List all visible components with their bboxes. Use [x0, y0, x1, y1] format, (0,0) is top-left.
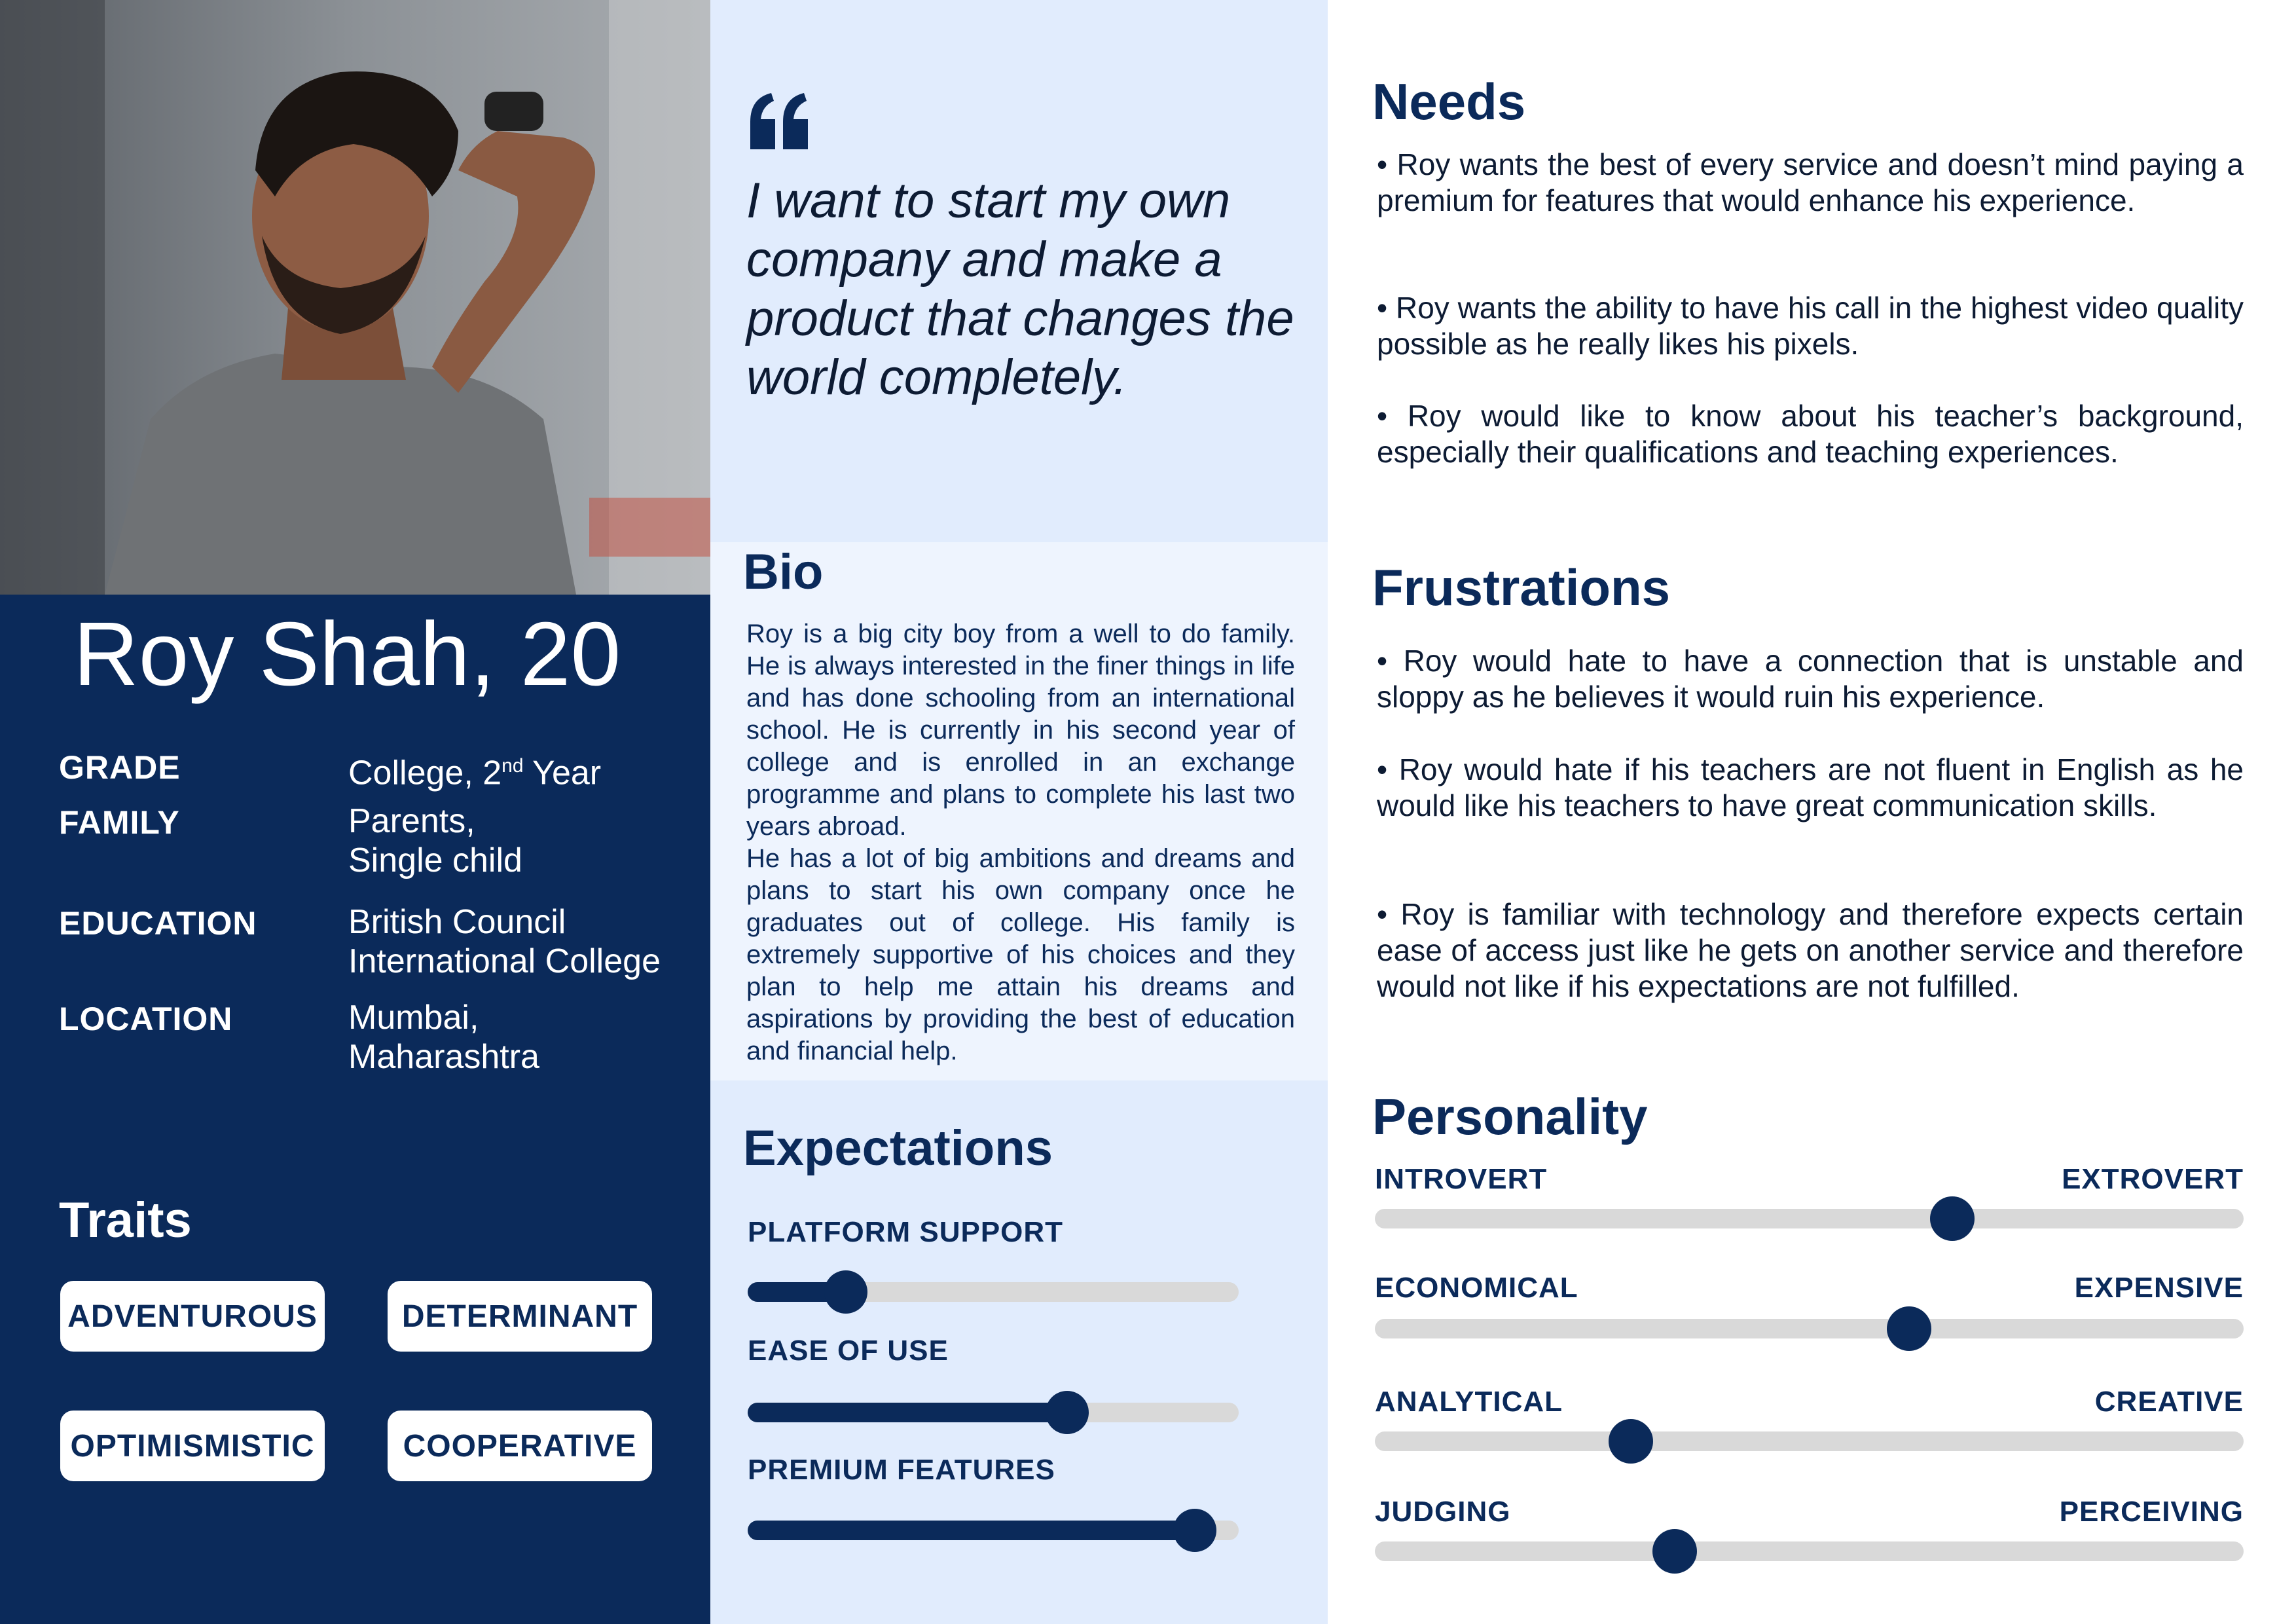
frustrations-item: • Roy would hate to have a connection that is unstable and sloppy as he believes it would ruin his experience. [1377, 644, 2244, 714]
expectation-label: PLATFORM SUPPORT [748, 1216, 1064, 1248]
expectation-slider [748, 1403, 1239, 1422]
family-value: Parents, Single child [348, 802, 522, 879]
location-label: LOCATION [59, 1001, 233, 1037]
personality-knob [1652, 1529, 1697, 1574]
personality-left-label: ECONOMICAL [1375, 1272, 1578, 1304]
personality-left-label: JUDGING [1375, 1496, 1511, 1528]
needs-item: • Roy would like to know about his teacher’s background, especially their qualifications and teaching experiences. [1377, 399, 2244, 469]
personality-title: Personality [1372, 1088, 1648, 1145]
expectation-slider [748, 1282, 1239, 1302]
trait-badge: DETERMINANT [388, 1281, 652, 1352]
personality-slider [1375, 1209, 2244, 1228]
expectation-label: PREMIUM FEATURES [748, 1454, 1055, 1486]
persona-name: Roy Shah, 20 [73, 604, 621, 705]
personality-slider [1375, 1319, 2244, 1338]
personality-knob [1930, 1196, 1975, 1241]
frustrations-title: Frustrations [1372, 559, 1671, 616]
trait-badge: OPTIMISMISTIC [60, 1411, 325, 1481]
personality-left-label: INTROVERT [1375, 1163, 1548, 1195]
expectation-fill [748, 1521, 1195, 1540]
trait-badge: ADVENTUROUS [60, 1281, 325, 1352]
expectation-fill [748, 1403, 1067, 1422]
personality-right-label: EXPENSIVE [2074, 1272, 2244, 1304]
family-label: FAMILY [59, 804, 180, 841]
expectation-knob [1173, 1509, 1216, 1552]
personality-knob [1887, 1306, 1931, 1351]
expectation-slider [748, 1521, 1239, 1540]
personality-right-label: CREATIVE [2094, 1386, 2244, 1418]
needs-item: • Roy wants the ability to have his call in the highest video quality possible as he really likes his pixels. [1377, 291, 2244, 361]
portrait-photo [0, 0, 710, 595]
frustrations-item: • Roy is familiar with technology and therefore expects certain ease of access just like he gets on another service and therefore would not like if his expectations are not fulfilled. [1377, 897, 2244, 1003]
expectation-knob [824, 1270, 867, 1314]
grade-label: GRADE [59, 749, 181, 786]
location-value: Mumbai, Maharashtra [348, 999, 539, 1076]
personality-slider [1375, 1541, 2244, 1561]
expectation-knob [1046, 1391, 1089, 1434]
needs-item: • Roy wants the best of every service and doesn’t mind paying a premium for features that would enhance his experience. [1377, 147, 2244, 217]
frustrations-item: • Roy would hate if his teachers are not fluent in English as he would like his teachers to have great communication skills. [1377, 752, 2244, 822]
quote-icon [745, 93, 813, 153]
personality-right-label: PERCEIVING [2059, 1496, 2244, 1528]
needs-title: Needs [1372, 73, 1526, 130]
education-label: EDUCATION [59, 905, 257, 942]
personality-right-label: EXTROVERT [2062, 1163, 2244, 1195]
persona-quote: I want to start my own company and make a product that changes the world completely. [746, 173, 1294, 405]
expectations-title: Expectations [743, 1120, 1053, 1176]
bio-title: Bio [743, 544, 824, 600]
grade-value: College, 2nd Year [348, 754, 602, 792]
trait-badge: COOPERATIVE [388, 1411, 652, 1481]
traits-title: Traits [59, 1192, 192, 1248]
personality-knob [1609, 1419, 1653, 1464]
bio-text: Roy is a big city boy from a well to do family. He is always interested in the finer things in life and has done schooling from an international school. He is currently in his second year of college and is enrolled in an exchange programme and plans to complete his last two years abroad. He has a lot of big ambitions and dreams and plans to start his own company once he graduates out of college. His family is extremely supportive of his choices and they plan to help me attain his dreams and aspirations by providing the best of education and financial help. [746, 619, 1295, 1065]
education-value: British Council International College [348, 903, 661, 980]
personality-slider [1375, 1431, 2244, 1451]
expectation-label: EASE OF USE [748, 1335, 949, 1367]
personality-left-label: ANALYTICAL [1375, 1386, 1563, 1418]
